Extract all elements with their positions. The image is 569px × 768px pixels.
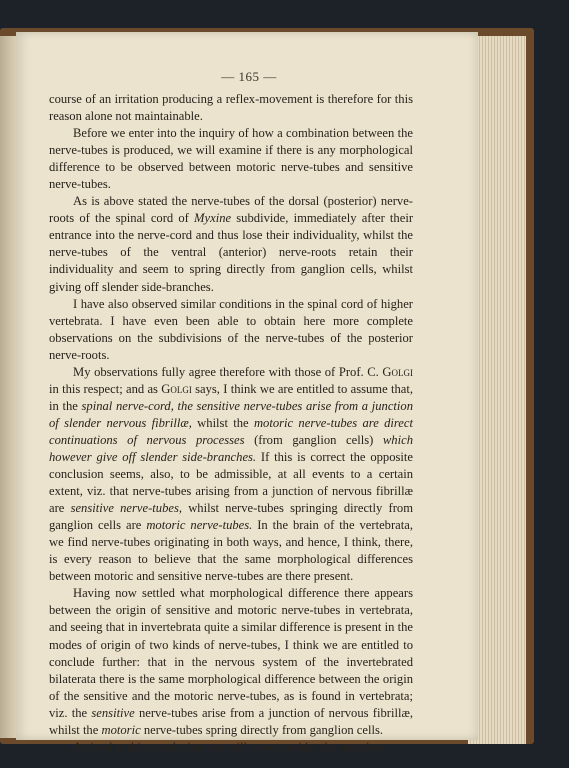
text-segment: Arrived at this conclusion, we will now consider the question, bbox=[73, 739, 386, 754]
text-segment: Before we enter into the inquiry of how a combination between the nerve-tubes is produced, we will examine if there is any morphological difference to be observed between motoric nerve-tubes and sensitive nerve-tubes. bbox=[49, 126, 413, 192]
paragraph bbox=[49, 585, 413, 738]
text-segment: whilst nerve-tubes springing directly from ganglion cells are bbox=[49, 501, 413, 533]
text-segment: Having now settled what morphological difference there appears between the origin of sensitive and motoric nerve-tubes in vertebrata, and seeing that in invertebrata quite a similar difference is present in the modes of origin of two kinds of nerve-tubes, I think we are entitled to conclude further: that in the nervous system of the invertebrated bilaterata there is the same morphological difference between the origin of the sensitive and the motoric nerve-tubes, as is found in vertebrata; viz. the bbox=[49, 586, 413, 720]
text-segment: Golgi bbox=[161, 381, 192, 396]
paragraph bbox=[49, 193, 413, 295]
text-segment: (from ganglion cells) bbox=[244, 432, 383, 447]
page-number: — 165 — bbox=[221, 69, 277, 84]
text-segment: nerve-tubes arise from a junction of nervous fibrillæ, whilst the bbox=[49, 705, 414, 737]
text-segment: says, I think we are entitled to assume that, in the bbox=[49, 381, 413, 413]
paragraph bbox=[49, 296, 413, 364]
text-segment: motoric nerve-tubes are direct continuations of nervous processes bbox=[49, 415, 413, 447]
paragraph bbox=[49, 364, 413, 586]
text-segment: I have also observed similar conditions in the spinal cord of higher vertebrata. I have even been able to obtain here more complete observations on the subdivisions of the nerve-tubes of the posterior nerve-roots. bbox=[49, 296, 413, 362]
text-segment: If this is correct the opposite conclusion seems, also, to be admissible, at all events to a certain extent, viz. that nerve-tubes arising from a junction of nervous fibrillæ are bbox=[49, 449, 414, 516]
text-segment: whilst the bbox=[191, 415, 254, 430]
book-page bbox=[16, 32, 478, 754]
text-segment: in this respect; and as bbox=[49, 381, 162, 396]
text-segment: nerve-tubes spring directly from ganglion cells. bbox=[140, 722, 384, 737]
facing-page-edge bbox=[0, 36, 16, 738]
paragraph bbox=[49, 91, 413, 125]
page-body bbox=[49, 91, 413, 756]
text-segment: My observations fully agree therefore with those of Prof. C. bbox=[73, 364, 383, 379]
text-segment: motoric bbox=[101, 722, 141, 737]
text-segment: course of an irritation producing a reflex-movement is therefore for this reason alone not maintainable. bbox=[49, 92, 413, 124]
text-segment: spinal nerve-cord, the sensitive nerve-tubes arise from a junction of slender nervous fibrillæ, bbox=[49, 398, 414, 430]
text-segment: Myxine bbox=[194, 211, 232, 226]
text-segment: In the brain of the vertebrata, we find nerve-tubes originating in both ways, and hence, I think, there, is every reason to believe that the same morphological differences between motoric and sensitive nerve-tubes are there present. bbox=[49, 518, 413, 584]
paragraph bbox=[49, 125, 413, 193]
text-segment: motoric nerve-tubes. bbox=[146, 518, 253, 533]
text-segment: Golgi bbox=[382, 364, 413, 379]
paragraph bbox=[49, 739, 413, 756]
text-segment: sensitive bbox=[91, 705, 135, 720]
text-segment: subdivide, immediately after their entrance into the nerve-cord and thus lose their individuality, whilst the nerve-tubes of the ventral (anterior) nerve-roots retain their individuality and seem to spring directly from ganglion cells, whilst giving off slender side-branches. bbox=[49, 211, 414, 294]
text-segment: which however give off slender side-branches. bbox=[49, 432, 413, 464]
text-segment: As is above stated the nerve-tubes of the dorsal (posterior) nerve-roots of the spinal cord of bbox=[49, 194, 413, 226]
text-segment: sensitive nerve-tubes, bbox=[70, 501, 183, 516]
